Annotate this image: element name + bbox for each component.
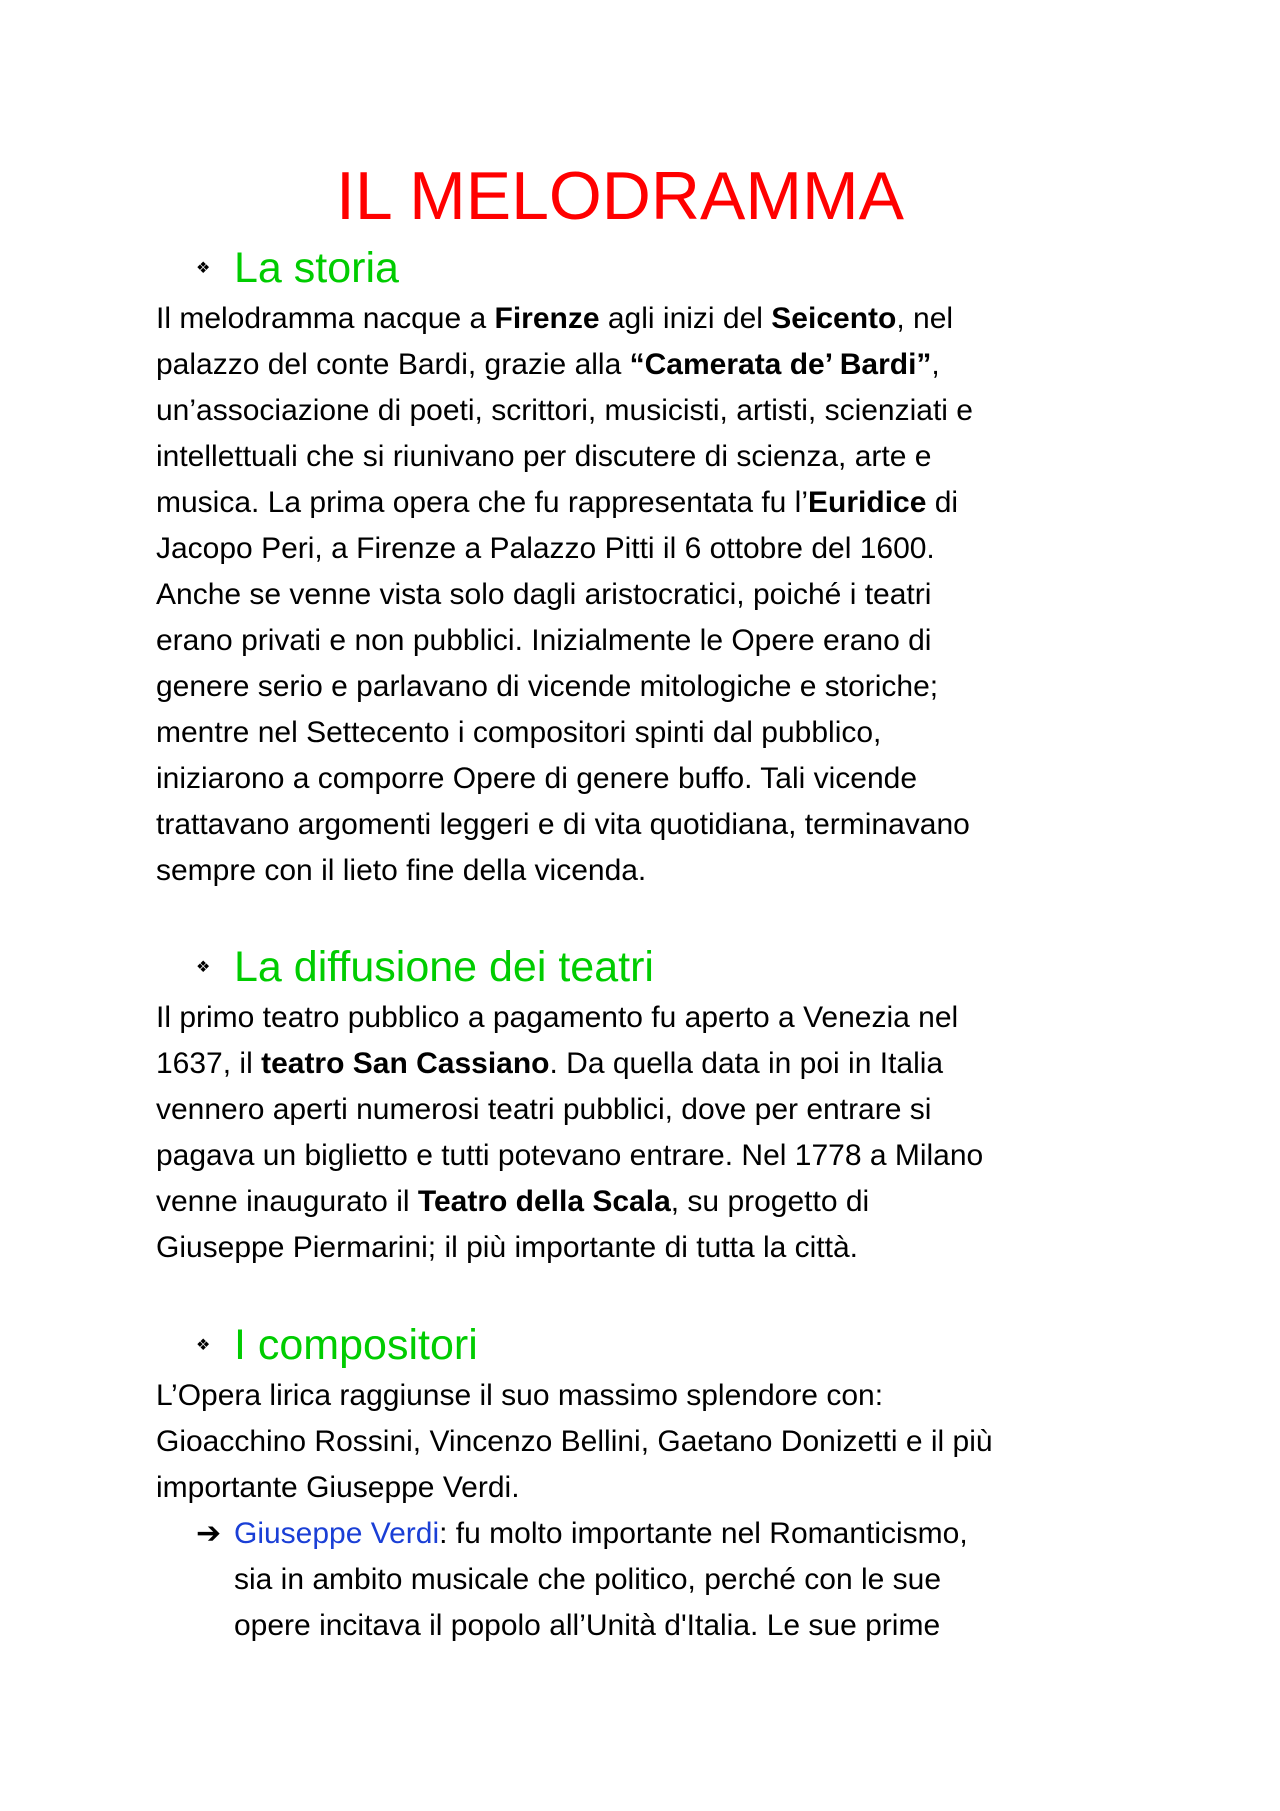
verdi-line-text: : fu molto importante nel Romanticismo, <box>439 1517 968 1550</box>
text-line: mentre nel Settecento i compositori spinti dal pubblico, <box>156 716 882 749</box>
bold-term: teatro San Cassiano <box>261 1047 550 1080</box>
text-line: musica. La prima opera che fu rappresentata fu l’Euridice di <box>156 486 959 519</box>
diamond-bullet-icon: ❖ <box>196 260 211 277</box>
diamond-bullet-icon: ❖ <box>196 959 211 976</box>
arrow-right-icon: ➔ <box>196 1517 222 1550</box>
text-line: sia in ambito musicale che politico, perché con le sue <box>234 1563 942 1596</box>
text-line: intellettuali che si riunivano per discutere di scienza, arte e <box>156 440 932 473</box>
text-line: trattavano argomenti leggeri e di vita quotidiana, terminavano <box>156 808 970 841</box>
text-line: erano privati e non pubblici. Inizialmente le Opere erano di <box>156 624 932 657</box>
text-line: un’associazione di poeti, scrittori, musicisti, artisti, scienziati e <box>156 394 973 427</box>
text-line: Il melodramma nacque a Firenze agli inizi del Seicento, nel <box>156 302 954 335</box>
text-line: Jacopo Peri, a Firenze a Palazzo Pitti il 6 ottobre del 1600. <box>156 532 935 565</box>
text-line: venne inaugurato il Teatro della Scala, su progetto di <box>156 1185 870 1218</box>
verdi-name: Giuseppe Verdi <box>234 1517 440 1550</box>
text-line: Il primo teatro pubblico a pagamento fu aperto a Venezia nel <box>156 1001 959 1034</box>
paragraph-compositori <box>156 1373 993 1511</box>
heading-text: La diffusione dei teatri <box>234 943 654 991</box>
bold-term: Euridice <box>808 486 927 519</box>
text-line: Giuseppe Piermarini; il più importante di tutta la città. <box>156 1231 858 1264</box>
text-line: sempre con il lieto fine della vicenda. <box>156 854 647 887</box>
text-line: Anche se venne vista solo dagli aristocratici, poiché i teatri <box>156 578 932 611</box>
page-title: IL MELODRAMMA <box>335 158 904 234</box>
text-line <box>234 1511 968 1557</box>
text-line: opere incitava il popolo all’Unità d'Italia. Le sue prime <box>234 1609 941 1642</box>
bold-term: Firenze <box>494 302 600 335</box>
bold-term: Teatro della Scala <box>417 1185 671 1218</box>
paragraph-storia <box>156 296 973 894</box>
text-line: Gioacchino Rossini, Vincenzo Bellini, Gaetano Donizetti e il più <box>156 1425 993 1458</box>
bold-term: Seicento <box>771 302 897 335</box>
text-line: palazzo del conte Bardi, grazie alla “Camerata de’ Bardi”, <box>156 348 940 381</box>
paragraph-teatri <box>156 995 983 1271</box>
verdi-text <box>234 1511 968 1649</box>
text-line: genere serio e parlavano di vicende mitologiche e storiche; <box>156 670 939 703</box>
heading-text: La storia <box>234 244 399 292</box>
bold-term: “Camerata de’ Bardi” <box>629 348 932 381</box>
text-line: vennero aperti numerosi teatri pubblici, dove per entrare si <box>156 1093 932 1126</box>
text-line: pagava un biglietto e tutti potevano entrare. Nel 1778 a Milano <box>156 1139 984 1172</box>
text-line: L’Opera lirica raggiunse il suo massimo splendore con: <box>156 1379 884 1412</box>
diamond-bullet-icon: ❖ <box>196 1337 211 1354</box>
text-line: 1637, il teatro San Cassiano. Da quella data in poi in Italia <box>156 1047 944 1080</box>
text-line: iniziarono a comporre Opere di genere buffo. Tali vicende <box>156 762 918 795</box>
heading-text: I compositori <box>234 1321 478 1369</box>
text-line: importante Giuseppe Verdi. <box>156 1471 520 1504</box>
